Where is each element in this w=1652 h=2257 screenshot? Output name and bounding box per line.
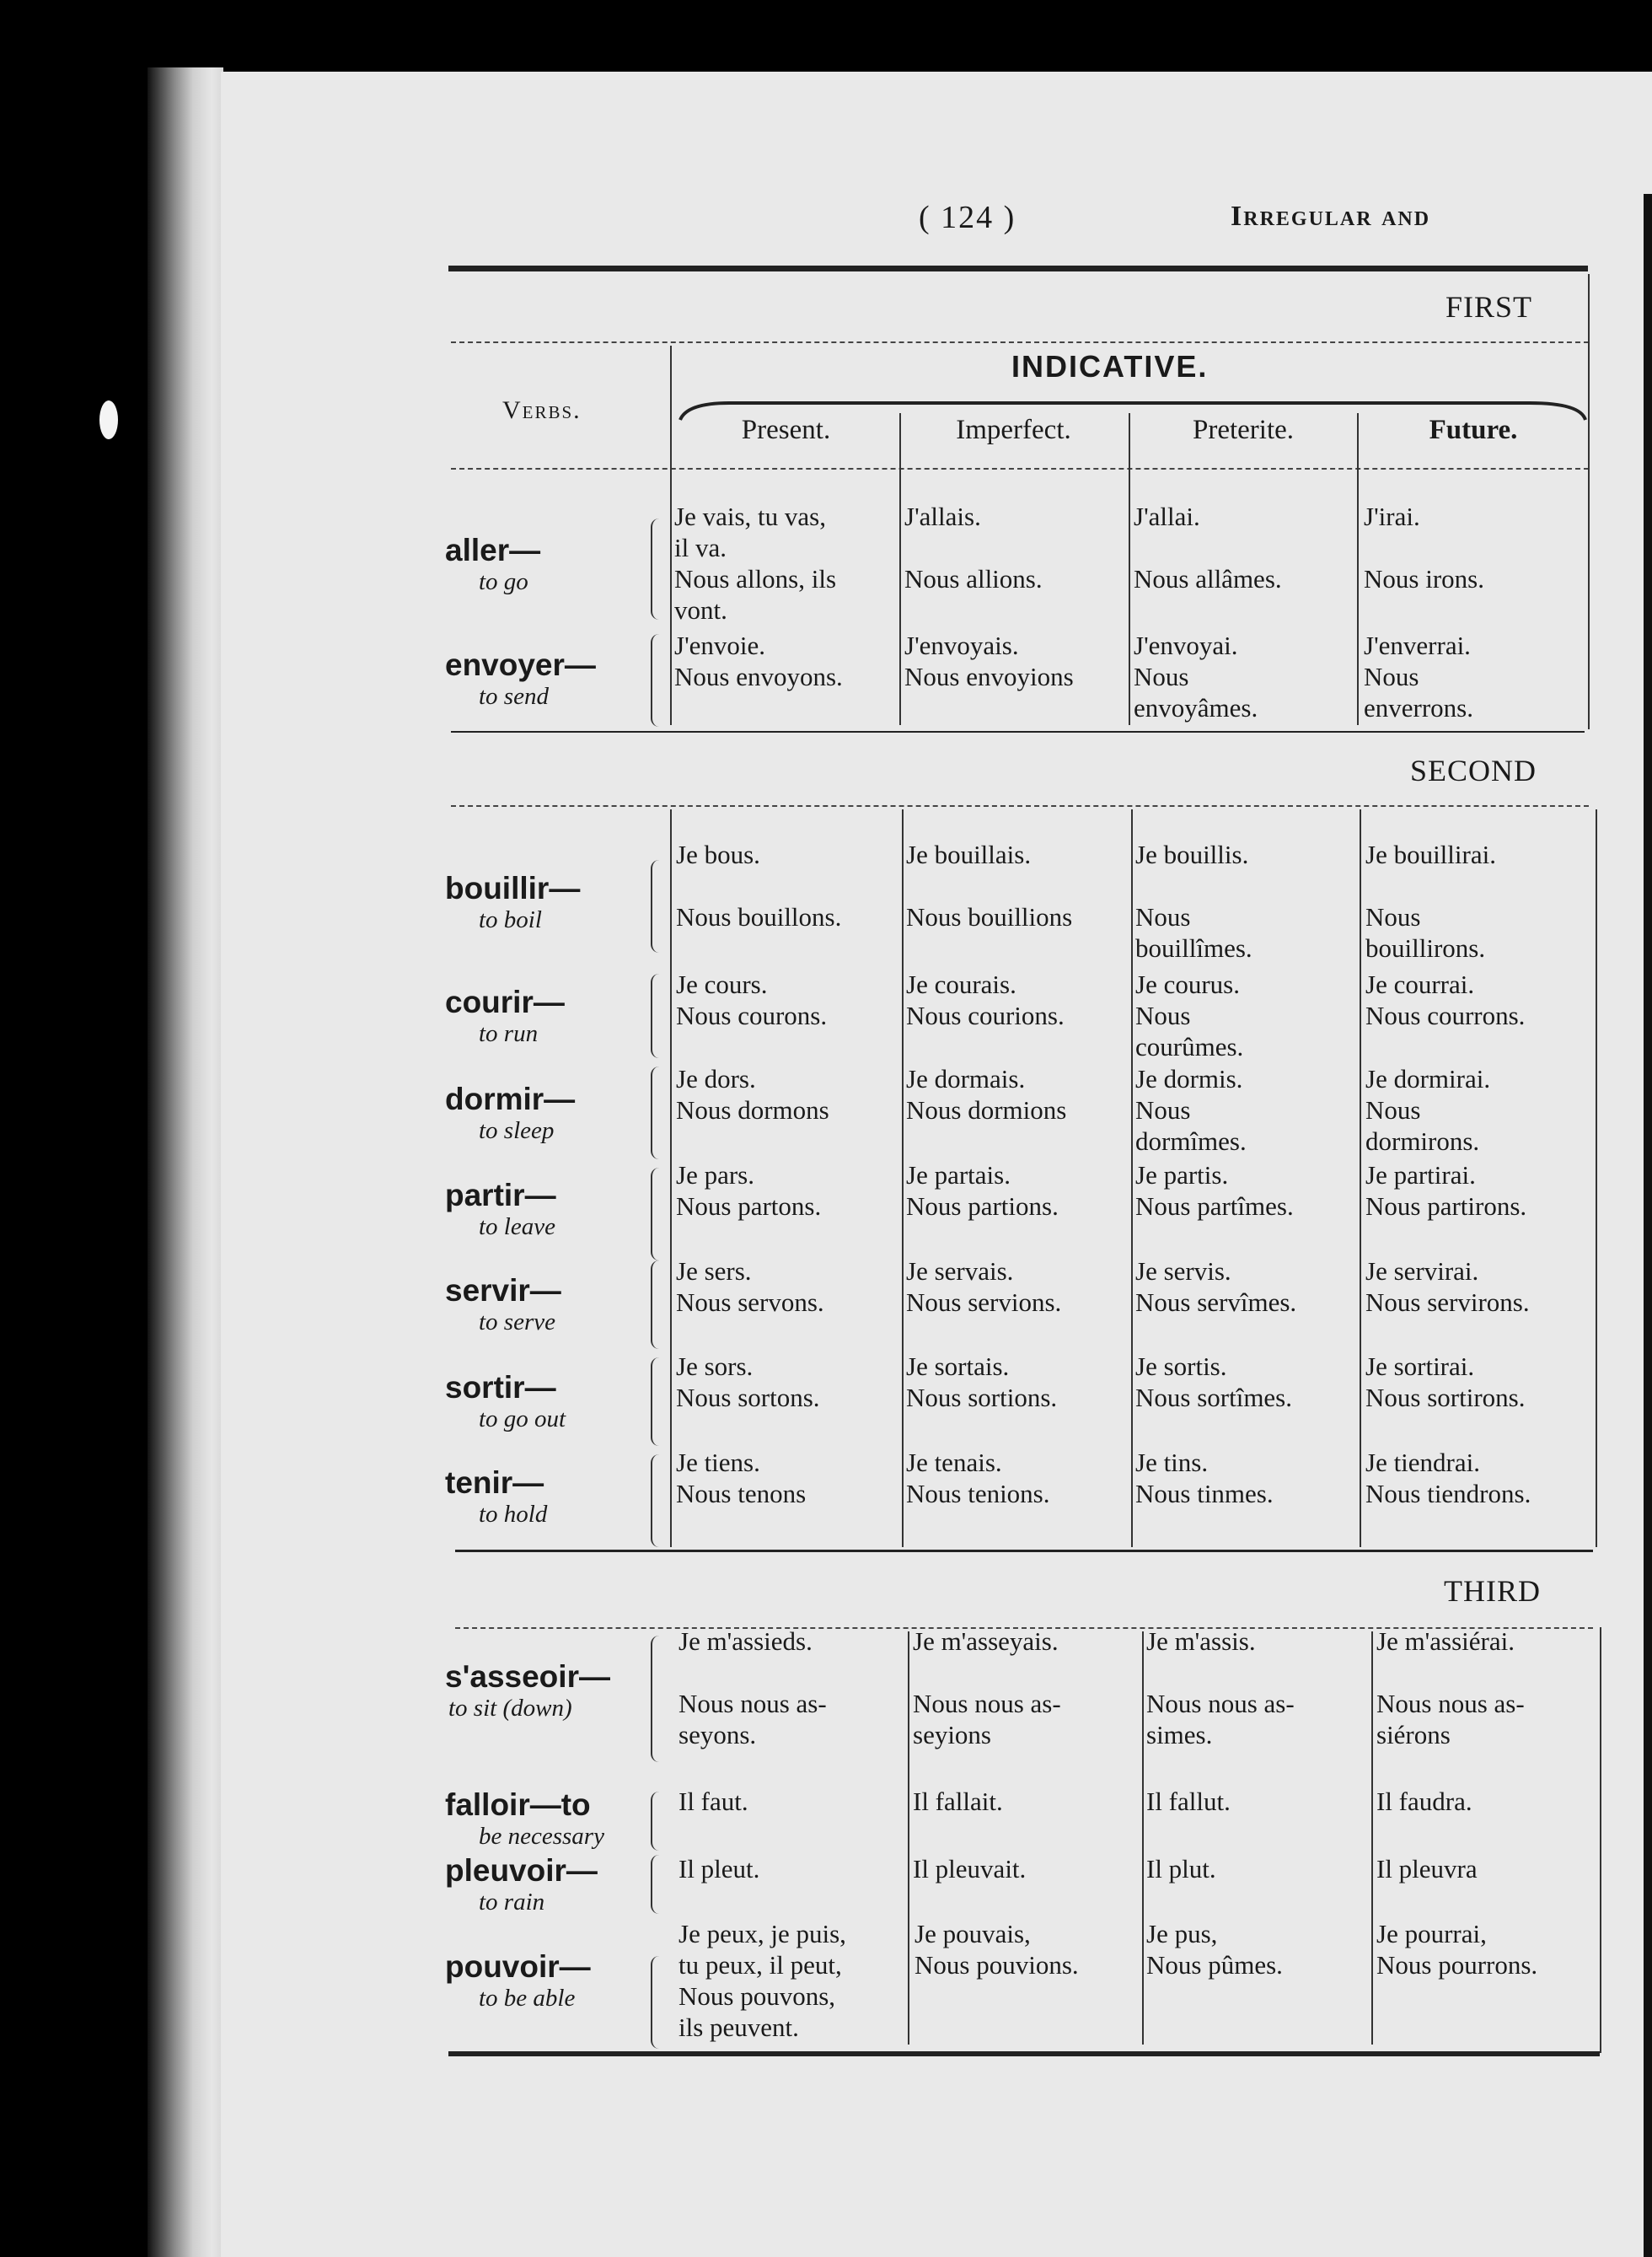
cell-imperfect: Je tenais. Nous tenions. bbox=[906, 1448, 1050, 1508]
brace bbox=[651, 1956, 662, 2049]
cell-present: J'envoie. Nous envoyons. bbox=[674, 631, 843, 691]
cell-present: Je sers. Nous servons. bbox=[676, 1256, 824, 1317]
book-spine-edge bbox=[148, 67, 223, 2257]
col-line bbox=[1360, 809, 1361, 1547]
verb-gloss: to run bbox=[479, 1020, 539, 1047]
cell-future: J'enverrai. Nous enverrons. bbox=[1364, 631, 1473, 723]
cell-future: Je tiendrai. Nous tiendrons. bbox=[1365, 1448, 1531, 1508]
col-line bbox=[902, 809, 904, 1547]
cell-preterite: J'allai. Nous allâmes. bbox=[1134, 502, 1282, 594]
verb-name: bouillir— bbox=[445, 871, 581, 905]
verb-entry bbox=[445, 1273, 561, 1336]
cell-preterite: Je courus. Nous courûmes. bbox=[1135, 970, 1244, 1061]
brace bbox=[651, 1636, 662, 1762]
col-header-present: Present. bbox=[741, 415, 831, 445]
verb-name: dormir— bbox=[445, 1082, 576, 1116]
cell-imperfect: Il fallait. bbox=[913, 1787, 1003, 1816]
second-end-rule bbox=[455, 1550, 1593, 1552]
cell-preterite: J'envoyai. Nous envoyâmes. bbox=[1134, 631, 1258, 723]
verb-entry bbox=[445, 1949, 591, 2012]
verb-gloss: to leave bbox=[479, 1213, 555, 1240]
cell-future: Je courrai. Nous courrons. bbox=[1365, 970, 1526, 1030]
cell-preterite: Je partis. Nous partîmes. bbox=[1135, 1160, 1294, 1221]
verb-entry bbox=[445, 985, 565, 1048]
verb-entry bbox=[445, 1659, 610, 1722]
verb-entry bbox=[445, 1370, 566, 1433]
verb-name: falloir—to bbox=[445, 1787, 591, 1822]
verb-name: servir— bbox=[445, 1273, 561, 1308]
cell-present: Il faut. bbox=[678, 1787, 748, 1816]
col-header-preterite: Preterite. bbox=[1192, 415, 1295, 445]
verb-gloss: to sleep bbox=[479, 1117, 555, 1144]
verb-entry bbox=[445, 533, 540, 596]
brace bbox=[651, 634, 662, 727]
verb-gloss: to hold bbox=[479, 1501, 548, 1528]
col-header-future: Future. bbox=[1429, 415, 1518, 445]
verb-name: aller— bbox=[445, 533, 541, 567]
verb-name: pouvoir— bbox=[445, 1949, 591, 1984]
table-right-border bbox=[1600, 1627, 1601, 2053]
cell-preterite: Il plut. bbox=[1146, 1854, 1216, 1884]
cell-present: Je vais, tu vas, il va. Nous allons, ils vont. bbox=[674, 502, 837, 625]
verb-gloss: to be able bbox=[479, 1985, 576, 2012]
col-line bbox=[1142, 1631, 1144, 2045]
verb-entry bbox=[445, 648, 596, 711]
cell-preterite: Je m'assis. Nous nous as- simes. bbox=[1146, 1626, 1295, 1749]
brace bbox=[651, 1067, 662, 1159]
brace bbox=[651, 1357, 662, 1446]
page-right-edge bbox=[1644, 194, 1652, 2257]
brace bbox=[651, 1260, 662, 1349]
cell-imperfect: Je courais. Nous courions. bbox=[906, 970, 1065, 1030]
verb-entry bbox=[445, 1082, 575, 1145]
binding-hole bbox=[99, 400, 118, 439]
cell-present: Je dors. Nous dormons bbox=[676, 1064, 829, 1125]
cell-imperfect: J'envoyais. Nous envoyions bbox=[904, 631, 1074, 691]
verb-entry bbox=[445, 1787, 604, 1851]
cell-present: Je peux, je puis, tu peux, il peut, Nous pouvons, ils peuvent. bbox=[678, 1919, 846, 2042]
cell-future: J'irai. Nous irons. bbox=[1364, 502, 1484, 594]
verb-name: partir— bbox=[445, 1178, 556, 1212]
cell-future: Je m'assiérai. Nous nous as- siérons bbox=[1376, 1626, 1525, 1749]
verb-gloss: to sit (down) bbox=[448, 1695, 572, 1722]
table-right-border bbox=[1596, 809, 1597, 1547]
cell-future: Il pleuvra bbox=[1376, 1854, 1478, 1884]
verb-gloss: to boil bbox=[479, 906, 542, 933]
col-line bbox=[670, 809, 672, 1547]
cell-present: Il pleut. bbox=[678, 1854, 760, 1884]
cell-imperfect: Je m'asseyais. Nous nous as- seyions bbox=[913, 1626, 1061, 1749]
cell-present: Je sors. Nous sortons. bbox=[676, 1352, 820, 1412]
verb-entry bbox=[445, 1465, 547, 1529]
cell-present: Je tiens. Nous tenons bbox=[676, 1448, 807, 1508]
first-divider bbox=[451, 341, 1589, 343]
cell-imperfect: Il pleuvait. bbox=[913, 1854, 1027, 1884]
cell-imperfect: Je dormais. Nous dormions bbox=[906, 1064, 1067, 1125]
cell-future: Je servirai. Nous servirons. bbox=[1365, 1256, 1530, 1317]
cell-imperfect: J'allais. Nous allions. bbox=[904, 502, 1043, 594]
col-line bbox=[1131, 809, 1133, 1547]
verb-name: pleuvoir— bbox=[445, 1853, 598, 1888]
verb-entry bbox=[445, 871, 580, 934]
header-divider bbox=[451, 468, 1589, 470]
verb-name: s'asseoir— bbox=[445, 1659, 610, 1694]
col-line bbox=[670, 346, 672, 725]
indicative-header: INDICATIVE. bbox=[1011, 349, 1209, 384]
table-right-border bbox=[1588, 274, 1590, 729]
verbs-header: Verbs. bbox=[502, 396, 582, 424]
col-line bbox=[1129, 413, 1130, 725]
cell-imperfect: Je pouvais, Nous pouvions. bbox=[914, 1919, 1079, 1980]
verb-gloss: to send bbox=[479, 683, 549, 710]
cell-future: Je dormirai. Nous dormirons. bbox=[1365, 1064, 1491, 1156]
cell-imperfect: Je sortais. Nous sortions. bbox=[906, 1352, 1058, 1412]
bottom-rule bbox=[448, 2051, 1600, 2056]
cell-future: Je bouillirai. Nous bouillirons. bbox=[1365, 840, 1496, 963]
brace bbox=[651, 519, 662, 620]
cell-future: Je partirai. Nous partirons. bbox=[1365, 1160, 1527, 1221]
brace bbox=[651, 974, 662, 1058]
cell-preterite: Je sortis. Nous sortîmes. bbox=[1135, 1352, 1292, 1412]
brace bbox=[651, 1454, 662, 1547]
verb-entry bbox=[445, 1853, 598, 1916]
cell-preterite: Il fallut. bbox=[1146, 1787, 1231, 1816]
col-line bbox=[908, 1631, 909, 2045]
first-end-rule bbox=[451, 731, 1585, 733]
top-rule bbox=[448, 266, 1588, 271]
cell-preterite: Je pus, Nous pûmes. bbox=[1146, 1919, 1283, 1980]
cell-preterite: Je dormis. Nous dormîmes. bbox=[1135, 1064, 1247, 1156]
verb-gloss: to go out bbox=[479, 1405, 566, 1432]
cell-imperfect: Je bouillais. Nous bouillions bbox=[906, 840, 1073, 932]
cell-present: Je m'assieds. Nous nous as- seyons. bbox=[678, 1626, 827, 1749]
col-line bbox=[1357, 413, 1359, 725]
cell-present: Je bous. Nous bouillons. bbox=[676, 840, 842, 932]
cell-preterite: Je servis. Nous servîmes. bbox=[1135, 1256, 1297, 1317]
verb-gloss: be necessary bbox=[479, 1823, 604, 1850]
verb-gloss: to go bbox=[479, 568, 528, 595]
verb-gloss: to rain bbox=[479, 1889, 545, 1916]
verb-name: tenir— bbox=[445, 1465, 544, 1500]
cell-present: Je pars. Nous partons. bbox=[676, 1160, 822, 1221]
brace bbox=[651, 1168, 662, 1260]
brace bbox=[651, 1792, 662, 1851]
col-header-imperfect: Imperfect. bbox=[956, 415, 1071, 445]
verb-gloss: to serve bbox=[479, 1309, 555, 1335]
verb-name: courir— bbox=[445, 985, 565, 1019]
cell-future: Je sortirai. Nous sortirons. bbox=[1365, 1352, 1526, 1412]
section-first: FIRST bbox=[1446, 290, 1533, 324]
col-line bbox=[1371, 1631, 1373, 2045]
section-third: THIRD bbox=[1444, 1574, 1541, 1608]
cell-preterite: Je tins. Nous tinmes. bbox=[1135, 1448, 1274, 1508]
running-title: Irregular and bbox=[1231, 201, 1431, 232]
second-divider bbox=[451, 805, 1589, 807]
cell-future: Je pourrai, Nous pourrons. bbox=[1376, 1919, 1538, 1980]
section-second: SECOND bbox=[1410, 754, 1537, 787]
verb-name: envoyer— bbox=[445, 648, 596, 682]
cell-imperfect: Je servais. Nous servions. bbox=[906, 1256, 1062, 1317]
verb-name: sortir— bbox=[445, 1370, 556, 1405]
cell-present: Je cours. Nous courons. bbox=[676, 970, 828, 1030]
brace bbox=[651, 1855, 662, 1914]
verb-entry bbox=[445, 1178, 556, 1241]
page-number: ( 124 ) bbox=[919, 200, 1016, 235]
col-line bbox=[899, 413, 901, 725]
cell-future: Il faudra. bbox=[1376, 1787, 1472, 1816]
brace bbox=[651, 860, 662, 953]
cell-preterite: Je bouillis. Nous bouillîmes. bbox=[1135, 840, 1252, 963]
cell-imperfect: Je partais. Nous partions. bbox=[906, 1160, 1059, 1221]
